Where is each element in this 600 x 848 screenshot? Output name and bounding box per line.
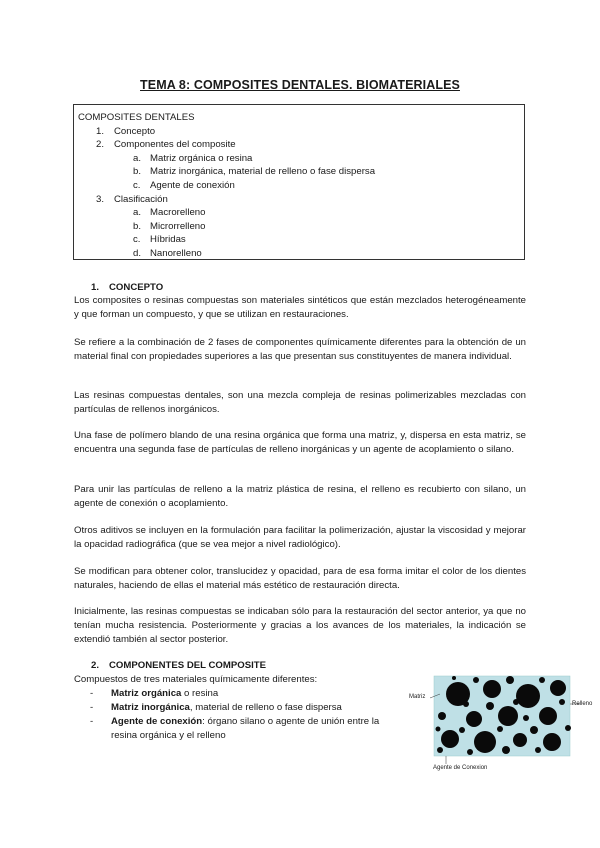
toc-item-number: c.: [133, 234, 141, 246]
toc-item-number: d.: [133, 247, 142, 259]
section-1-heading: CONCEPTO: [109, 282, 164, 293]
document-title: TEMA 8: COMPOSITES DENTALES. BIOMATERIALES: [140, 78, 460, 92]
toc-item-label: Clasificación: [114, 193, 168, 205]
toc-item-label: Agente de conexión: [150, 179, 235, 191]
bullet-term: Matriz inorgánica: [111, 702, 190, 713]
toc-subitem: [78, 165, 520, 179]
bullet-term: Matriz orgánica: [111, 688, 182, 699]
toc-subitem: [78, 206, 520, 220]
section-2-heading: COMPONENTES DEL COMPOSITE: [109, 660, 267, 671]
toc-item: [78, 125, 520, 139]
toc-subitem: [78, 247, 520, 261]
toc-subitem: [78, 233, 520, 247]
toc-item-number: c.: [133, 179, 141, 191]
figure-label-filler: Relleno: [572, 701, 593, 707]
toc-heading: COMPOSITES DENTALES: [78, 112, 195, 123]
section-2-intro: Compuestos de tres materiales químicamente diferentes:: [74, 674, 318, 685]
toc-item: [78, 138, 520, 152]
bullet-dash: -: [90, 716, 94, 727]
toc-item-number: b.: [133, 166, 142, 178]
toc-subitem: [78, 152, 520, 166]
paragraph: Inicialmente, las resinas compuestas se indicaban sólo para la restauración del sector anterior, ya que no tenían mucha resistencia. Posteriormente y gracias a los avances de los materiales, la indicación se extendió también al sector posterior.: [74, 606, 526, 645]
paragraph: Una fase de polímero blando de una resina orgánica que forma una matriz, y, dispersa en esta matriz, se encuentra una segunda fase de partículas de relleno inorgánicas y un agente de acoplamiento o silano.: [74, 430, 526, 455]
composite-structure-diagram: [430, 674, 598, 772]
section-1-number: 1.: [91, 282, 100, 293]
paragraph: Otros aditivos se incluyen en la formulación para facilitar la polimerización, ajustar la viscosidad y mejorar la opacidad radiográfica (que se vea mejor a nivel radiológico).: [74, 525, 526, 550]
toc-item-number: a.: [133, 207, 142, 219]
toc-item-label: Nanorelleno: [150, 247, 202, 259]
bullet-dash: -: [90, 702, 94, 713]
toc-item-label: Microrrelleno: [150, 220, 206, 232]
toc-item-number: b.: [133, 220, 142, 232]
paragraph: Para unir las partículas de relleno a la matriz plástica de resina, el relleno es recubierto con silano, un agente de conexión o acoplamiento.: [74, 484, 526, 509]
section-2-number: 2.: [91, 660, 100, 671]
toc-subitem: [78, 220, 520, 234]
toc-item-label: Concepto: [114, 125, 156, 137]
figure-label-agent: Agente de Conexion: [433, 765, 488, 771]
bullet-term: Agente de conexión: [111, 716, 203, 727]
toc-item-label: Matriz inorgánica, material de relleno o fase dispersa: [150, 166, 376, 178]
paragraph: Los composites o resinas compuestas son materiales sintéticos que están mezclados heterogéneamente y que forman un compuesto, y que se utilizan en restauraciones.: [74, 295, 526, 320]
paragraph: Se refiere a la combinación de 2 fases de componentes químicamente diferentes para la obtención de un material final con propiedades superiores a las que presentan sus constituyentes de manera individual.: [74, 337, 526, 362]
toc-subitem: [78, 179, 520, 193]
toc-item-label: Híbridas: [150, 234, 186, 246]
bullet-text: , material de relleno o fase dispersa: [189, 702, 342, 713]
bullet-text: : órgano silano o agente de unión entre la: [202, 716, 380, 727]
bullet-dash: -: [90, 688, 94, 699]
paragraph: Se modifican para obtener color, translucidez y opacidad, para de esa forma imitar el color de los dientes naturales, haciendo de ellas el material más estético de restauración directa.: [74, 566, 526, 591]
bullet-text: o resina: [181, 688, 219, 699]
bullet-text: resina orgánica y el relleno: [111, 730, 226, 741]
toc-item-label: Macrorelleno: [150, 207, 206, 219]
toc-item-number: 1.: [96, 125, 105, 137]
figure-label-matrix: Matriz: [409, 694, 426, 700]
toc-item-number: 2.: [96, 139, 105, 151]
toc-item: [78, 193, 520, 207]
toc-item-label: Matriz orgánica o resina: [150, 152, 253, 164]
toc-item-label: Componentes del composite: [114, 139, 236, 151]
paragraph: Las resinas compuestas dentales, son una mezcla compleja de resinas polimerizables mezcladas con partículas de rellenos inorgánicos.: [74, 390, 526, 415]
table-of-contents: [73, 104, 525, 260]
toc-item-number: 3.: [96, 193, 105, 205]
toc-item-number: a.: [133, 152, 142, 164]
